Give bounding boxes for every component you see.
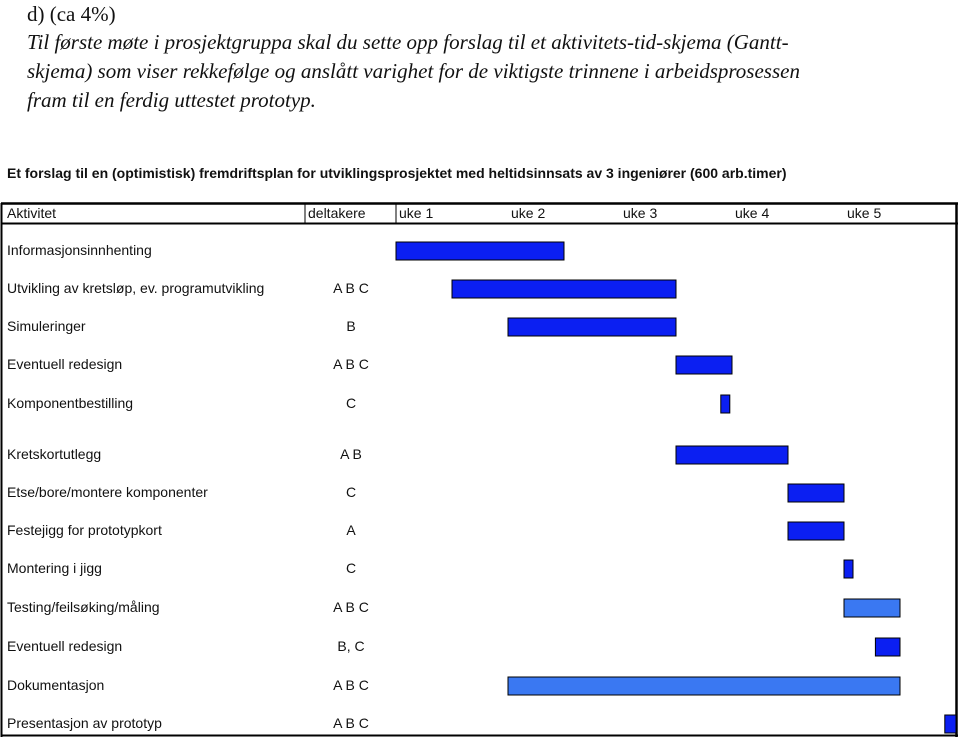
task-participants: B — [346, 318, 356, 334]
participants-header: deltakere — [308, 205, 366, 221]
week-header-3: uke 3 — [623, 205, 658, 221]
task-participants: A B C — [333, 677, 369, 693]
task-name: Dokumentasjon — [7, 677, 105, 693]
task-participants: B, C — [337, 638, 365, 654]
exercise-heading: d) (ca 4%) — [27, 2, 116, 26]
intro-line: Til første møte i prosjektgruppa skal du sette opp forslag til et aktivitets-tid-skjema (Gantt- — [27, 30, 789, 54]
gantt-bars — [396, 242, 956, 733]
task-participants: A B C — [333, 356, 369, 372]
gantt-bar — [875, 638, 900, 656]
gantt-bar — [508, 318, 676, 336]
gantt-bar — [676, 356, 732, 374]
gantt-bar — [788, 522, 844, 540]
task-name: Utvikling av kretsløp, ev. programutvikling — [7, 280, 265, 296]
gantt-bar — [721, 395, 730, 413]
task-name: Montering i jigg — [7, 560, 102, 576]
task-name: Eventuell redesign — [7, 356, 123, 372]
gantt-bar — [844, 560, 853, 578]
task-participants: A B C — [333, 715, 369, 731]
week-header-5: uke 5 — [847, 205, 882, 221]
task-participants: A B — [340, 446, 362, 462]
task-name: Komponentbestilling — [7, 395, 134, 411]
task-name: Eventuell redesign — [7, 638, 123, 654]
task-participants: A B C — [333, 599, 369, 615]
gantt-bar — [676, 446, 788, 464]
gantt-bar — [945, 715, 956, 733]
task-name: Informasjonsinnhenting — [7, 242, 152, 258]
task-name: Simuleringer — [7, 318, 86, 334]
plan-caption: Et forslag til en (optimistisk) fremdriftsplan for utviklingsprosjektet med heltidsinnsats av 3 ingeniører (600 arb.timer) — [7, 165, 787, 181]
task-participants: C — [345, 484, 357, 500]
task-participants: C — [345, 560, 357, 576]
task-name: Presentasjon av prototyp — [7, 715, 162, 731]
gantt-bar — [844, 599, 900, 617]
week-header-2: uke 2 — [511, 205, 546, 221]
week-header-1: uke 1 — [399, 205, 434, 221]
gantt-bar — [396, 242, 564, 260]
gantt-bar — [788, 484, 844, 502]
task-name: Testing/feilsøking/måling — [7, 599, 160, 615]
intro-line: fram til en ferdig uttestet prototyp. — [27, 88, 316, 112]
activity-header: Aktivitet — [7, 205, 57, 221]
gantt-bar — [452, 280, 676, 298]
task-name: Etse/bore/montere komponenter — [7, 484, 208, 500]
week-header-4: uke 4 — [735, 205, 770, 221]
intro-line: skjema) som viser rekkefølge og anslått varighet for de viktigste trinnene i arbeidsprosessen — [27, 59, 800, 83]
gantt-bar — [508, 677, 900, 695]
task-participants: A B C — [333, 280, 369, 296]
task-participants: A — [346, 522, 356, 538]
task-name: Festejigg for prototypkort — [7, 522, 162, 538]
task-participants: C — [345, 395, 357, 411]
task-name: Kretskortutlegg — [7, 446, 102, 462]
